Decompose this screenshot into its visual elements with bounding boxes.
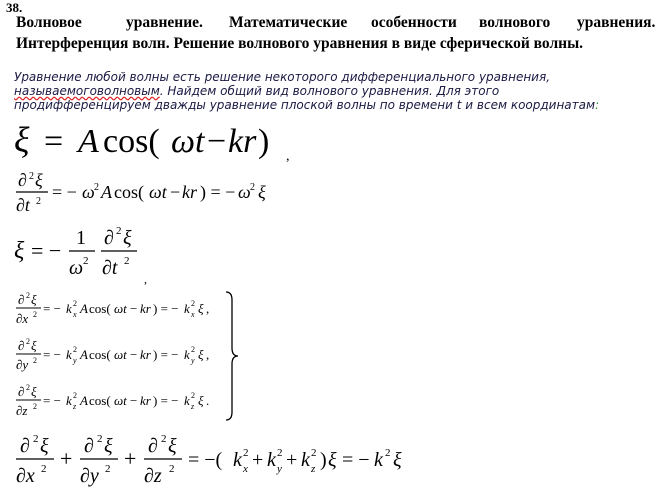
svg-text:A: A — [80, 301, 88, 316]
svg-text:ξ: ξ — [104, 435, 113, 457]
svg-text:2: 2 — [105, 463, 111, 475]
heading-word: Математические — [229, 14, 348, 31]
svg-text:∂: ∂ — [20, 435, 30, 457]
svg-text:kr: kr — [182, 182, 197, 202]
svg-text:z: z — [191, 402, 195, 411]
svg-text:2: 2 — [169, 463, 175, 475]
svg-text:ωt: ωt — [114, 301, 127, 316]
svg-text:2: 2 — [36, 196, 41, 207]
svg-text:k: k — [66, 393, 72, 408]
svg-text:ξ: ξ — [198, 393, 204, 408]
svg-text:x: x — [191, 310, 195, 319]
svg-text:∂z: ∂z — [144, 465, 162, 487]
svg-text:= −: = − — [31, 238, 62, 263]
svg-text:= −: = − — [43, 393, 61, 408]
svg-text:A: A — [101, 182, 112, 202]
svg-text:=: = — [44, 123, 64, 160]
svg-text:∂y: ∂y — [80, 465, 99, 487]
svg-text:−: − — [207, 123, 227, 160]
svg-text:2: 2 — [385, 447, 391, 459]
svg-text:ω: ω — [69, 257, 84, 279]
svg-text:ω: ω — [82, 182, 95, 202]
svg-text:1: 1 — [76, 227, 86, 249]
svg-text:2: 2 — [191, 299, 195, 308]
formula-time-derivative — [16, 170, 266, 215]
svg-text:2: 2 — [41, 463, 47, 475]
svg-text:ξ: ξ — [14, 238, 25, 264]
svg-text:ω: ω — [238, 182, 251, 202]
svg-text:ξ: ξ — [31, 292, 37, 307]
formula-plane-wave — [14, 120, 269, 160]
svg-text:= −(: = −( — [188, 449, 223, 471]
svg-text:∂: ∂ — [18, 384, 25, 399]
formula-z-derivative — [16, 383, 209, 418]
svg-text:cos(: cos( — [89, 393, 111, 408]
svg-text:ξ: ξ — [198, 301, 204, 316]
svg-text:k: k — [233, 449, 242, 471]
svg-text:ξ: ξ — [123, 227, 132, 249]
svg-text:+: + — [124, 446, 137, 471]
svg-text:k: k — [184, 393, 190, 408]
svg-text:y: y — [191, 356, 195, 365]
svg-text:2: 2 — [277, 447, 283, 459]
formula-spatial-derivatives — [16, 291, 238, 420]
svg-text:2: 2 — [26, 383, 30, 392]
svg-text:−: − — [130, 347, 138, 362]
section-number: 38. — [6, 0, 23, 15]
body-line-2-rest: . Найдем общий вид волнового уравнения. Для этого — [159, 84, 500, 98]
svg-text:y: y — [73, 356, 77, 365]
heading-word: уравнения. — [577, 14, 656, 31]
body-line-1: Уравнение любой волны есть решение некоторого дифференциального уравнения, — [14, 70, 551, 84]
formula-laplacian — [16, 433, 402, 487]
svg-text:) = −: ) = − — [200, 182, 236, 202]
svg-text:ωt: ωt — [114, 347, 127, 362]
svg-text:z: z — [311, 463, 316, 475]
comma-2: , — [144, 272, 147, 286]
svg-text:2: 2 — [26, 291, 30, 300]
heading-word: Волновое — [16, 14, 82, 31]
svg-text:2: 2 — [83, 255, 89, 267]
heading-word: уравнение. — [126, 14, 203, 31]
svg-text:ξ: ξ — [14, 120, 30, 160]
svg-text:2: 2 — [97, 433, 103, 445]
svg-text:A: A — [78, 123, 99, 160]
svg-text:2: 2 — [33, 310, 37, 319]
svg-text:) = −: ) = − — [153, 301, 179, 316]
svg-text:2: 2 — [124, 255, 130, 267]
svg-text:∂: ∂ — [84, 435, 94, 457]
svg-text:k: k — [267, 449, 276, 471]
svg-text:2: 2 — [73, 391, 77, 400]
svg-text:k: k — [184, 301, 190, 316]
svg-text:= −: = − — [52, 182, 77, 202]
svg-text:ωt: ωt — [171, 123, 205, 160]
svg-text:cos(: cos( — [89, 347, 111, 362]
svg-text:k: k — [301, 449, 310, 471]
svg-text:2: 2 — [33, 402, 37, 411]
svg-text:+: + — [60, 446, 73, 471]
svg-text:) = −: ) = − — [153, 393, 179, 408]
svg-text:2: 2 — [29, 171, 34, 182]
svg-text:2: 2 — [73, 299, 77, 308]
svg-text:−: − — [130, 393, 138, 408]
svg-text:kr: kr — [140, 393, 151, 408]
body-line-3-colon: : — [595, 98, 600, 112]
svg-text:∂t: ∂t — [102, 257, 118, 279]
svg-text:x: x — [73, 310, 77, 319]
svg-text:∂y: ∂y — [16, 357, 29, 372]
svg-text:) = −: ) = − — [153, 347, 179, 362]
svg-text:x: x — [243, 463, 248, 475]
svg-text:y: y — [277, 463, 282, 475]
svg-text:2: 2 — [161, 433, 167, 445]
svg-text:−: − — [170, 182, 181, 202]
svg-text:ωt: ωt — [114, 393, 127, 408]
svg-text:2: 2 — [116, 225, 122, 237]
svg-text:−: − — [130, 301, 138, 316]
svg-text:kr: kr — [140, 301, 151, 316]
formula-xi-expression — [14, 225, 137, 279]
svg-text:,: , — [206, 347, 210, 362]
svg-text:kr: kr — [140, 347, 151, 362]
svg-text:2: 2 — [73, 345, 77, 354]
svg-text:∂: ∂ — [104, 227, 114, 249]
svg-text:cos(: cos( — [103, 123, 160, 160]
svg-text:2: 2 — [243, 447, 249, 459]
svg-text:ξ: ξ — [328, 449, 337, 471]
svg-text:2: 2 — [94, 182, 99, 193]
svg-text:2: 2 — [33, 356, 37, 365]
body-line-3-text: продифференцируем дважды уравнение плоской волны по времени t и всем координатам — [14, 98, 596, 112]
svg-text:k: k — [374, 449, 383, 471]
svg-text:ξ: ξ — [40, 435, 49, 457]
svg-text:2: 2 — [26, 337, 30, 346]
formula-y-derivative — [16, 337, 209, 372]
svg-text:): ) — [320, 449, 327, 471]
svg-text:k: k — [66, 347, 72, 362]
svg-text:ξ: ξ — [31, 338, 37, 353]
svg-text:ξ: ξ — [393, 449, 402, 471]
svg-text:k: k — [184, 347, 190, 362]
svg-text:ξ: ξ — [31, 384, 37, 399]
svg-text:,: , — [206, 301, 210, 316]
svg-text:+: + — [286, 449, 298, 471]
svg-text:A: A — [80, 393, 88, 408]
svg-text:A: A — [80, 347, 88, 362]
svg-text:kr: kr — [228, 123, 257, 160]
heading-line-2: Интерференция волн. Решение волнового уравнения в виде сферической волны. — [16, 35, 584, 52]
svg-text:∂: ∂ — [18, 292, 25, 307]
svg-text:): ) — [258, 123, 270, 160]
heading-word: особенности — [371, 14, 457, 31]
svg-text:∂: ∂ — [148, 435, 158, 457]
svg-text:z: z — [73, 402, 77, 411]
svg-text:cos(: cos( — [89, 301, 111, 316]
svg-text:cos(: cos( — [114, 182, 144, 202]
svg-text:∂: ∂ — [18, 170, 27, 190]
svg-text:ξ: ξ — [35, 170, 43, 190]
svg-text:∂x: ∂x — [16, 465, 35, 487]
svg-text:∂t: ∂t — [16, 195, 30, 215]
svg-text:ξ: ξ — [258, 182, 266, 202]
svg-text:= −: = − — [43, 301, 61, 316]
svg-text:.: . — [206, 393, 210, 408]
svg-text:= −: = − — [43, 347, 61, 362]
svg-text:k: k — [66, 301, 72, 316]
svg-text:= −: = − — [342, 449, 370, 471]
svg-text:ωt: ωt — [149, 182, 167, 202]
svg-text:2: 2 — [191, 391, 195, 400]
svg-text:∂x: ∂x — [16, 311, 29, 326]
brace-right — [226, 292, 238, 420]
svg-text:2: 2 — [311, 447, 317, 459]
heading-word: волнового — [479, 14, 551, 31]
svg-text:∂: ∂ — [18, 338, 25, 353]
svg-text:2: 2 — [250, 182, 255, 193]
svg-text:∂z: ∂z — [16, 403, 28, 418]
svg-text:2: 2 — [191, 345, 195, 354]
svg-text:2: 2 — [33, 433, 39, 445]
formula-x-derivative — [16, 291, 209, 326]
comma-1: , — [286, 149, 290, 164]
svg-text:+: + — [252, 449, 264, 471]
term-wave-equation: называемоговолновым — [14, 84, 160, 98]
svg-text:ξ: ξ — [168, 435, 177, 457]
svg-text:ξ: ξ — [198, 347, 204, 362]
